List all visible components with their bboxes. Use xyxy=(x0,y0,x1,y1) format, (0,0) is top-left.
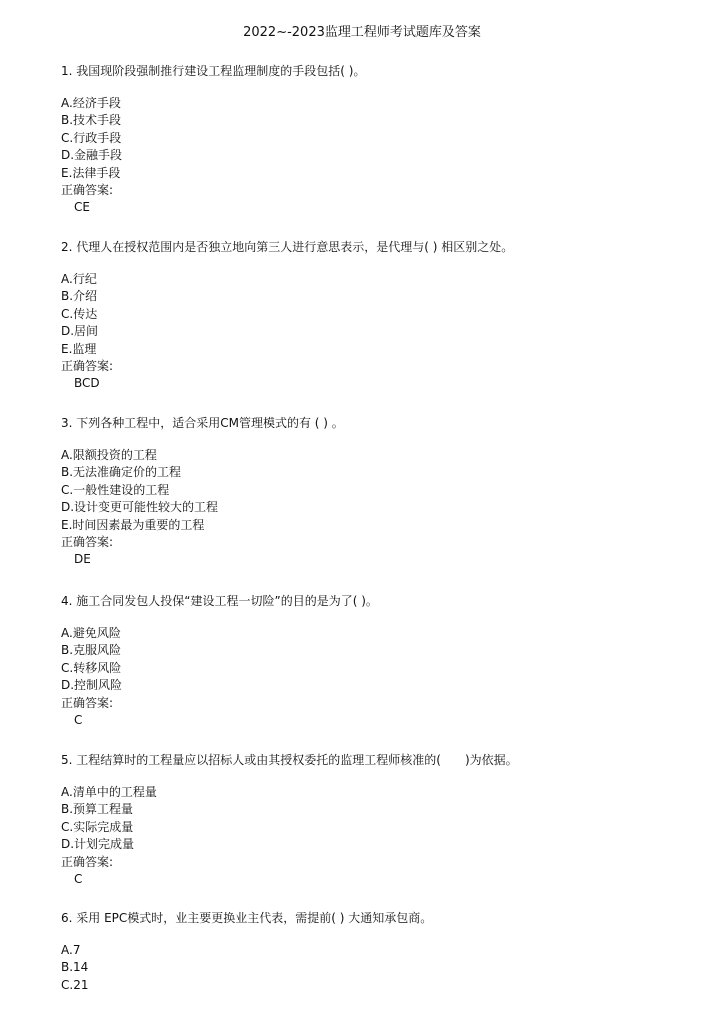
option-e: E.时间因素最为重要的工程 xyxy=(61,517,205,532)
option-e: E.监理 xyxy=(61,341,97,356)
option-c: C.行政手段 xyxy=(61,130,122,145)
option-a: A.行纪 xyxy=(61,272,97,286)
question-stem: 1. 我国现阶段强制推行建设工程监理制度的手段包括( )。 xyxy=(61,64,366,78)
option-list xyxy=(61,95,681,182)
question-stem: 5. 工程结算时的工程量应以招标人或由其授权委托的监理工程师核准的( )为依据。 xyxy=(61,753,518,767)
option-d: D.计划完成量 xyxy=(61,837,135,852)
answer-value: C xyxy=(74,871,83,886)
option-list xyxy=(61,784,681,854)
option-d: D.居间 xyxy=(61,324,99,339)
option-c: C.转移风险 xyxy=(61,660,122,675)
question-2 xyxy=(61,238,681,393)
question-3 xyxy=(61,414,681,569)
option-a: A.避免风险 xyxy=(61,626,121,640)
answer-label: 正确答案: xyxy=(61,854,114,869)
option-c: C.实际完成量 xyxy=(61,819,134,834)
option-b: B.无法准确定价的工程 xyxy=(61,465,182,480)
answer-label: 正确答案: xyxy=(61,695,114,710)
question-5 xyxy=(61,751,681,888)
answer-value: DE xyxy=(74,552,91,567)
answer-value: CE xyxy=(74,200,90,215)
answer-value: C xyxy=(74,712,83,727)
option-a: A.7 xyxy=(61,943,81,957)
answer-label: 正确答案: xyxy=(61,182,114,197)
option-a: A.限额投资的工程 xyxy=(61,448,157,462)
option-b: B.14 xyxy=(61,960,89,975)
option-c: C.一般性建设的工程 xyxy=(61,482,170,497)
question-stem: 2. 代理人在授权范围内是否独立地向第三人进行意思表示，是代理与( ) 相区别之处。 xyxy=(61,240,514,254)
answer-value: BCD xyxy=(74,376,100,391)
option-c: C.传达 xyxy=(61,306,98,321)
option-list xyxy=(61,625,681,695)
option-c: C.21 xyxy=(61,977,89,992)
option-list xyxy=(61,942,681,994)
option-b: B.介绍 xyxy=(61,289,98,304)
option-list xyxy=(61,447,681,534)
document-title: 2022~-2023监理工程师考试题库及答案 xyxy=(243,25,481,40)
question-stem: 3. 下列各种工程中，适合采用CM管理模式的有 ( ) 。 xyxy=(61,416,344,430)
option-b: B.预算工程量 xyxy=(61,802,134,817)
answer-label: 正确答案: xyxy=(61,358,114,373)
option-b: B.克服风险 xyxy=(61,643,122,658)
option-d: D.控制风险 xyxy=(61,678,123,693)
option-d: D.设计变更可能性较大的工程 xyxy=(61,500,219,515)
question-stem: 4. 施工合同发包人投保“建设工程一切险”的目的是为了( )。 xyxy=(61,594,378,608)
question-1 xyxy=(61,62,681,217)
question-4 xyxy=(61,592,681,729)
option-d: D.金融手段 xyxy=(61,148,123,163)
question-6 xyxy=(61,909,681,994)
answer-label: 正确答案: xyxy=(61,534,114,549)
option-a: A.经济手段 xyxy=(61,96,121,110)
option-a: A.清单中的工程量 xyxy=(61,785,157,799)
question-stem: 6. 采用 EPC模式时，业主要更换业主代表，需提前( ) 大通知承包商。 xyxy=(61,911,433,925)
option-b: B.技术手段 xyxy=(61,113,122,128)
option-list xyxy=(61,271,681,358)
option-e: E.法律手段 xyxy=(61,165,121,180)
